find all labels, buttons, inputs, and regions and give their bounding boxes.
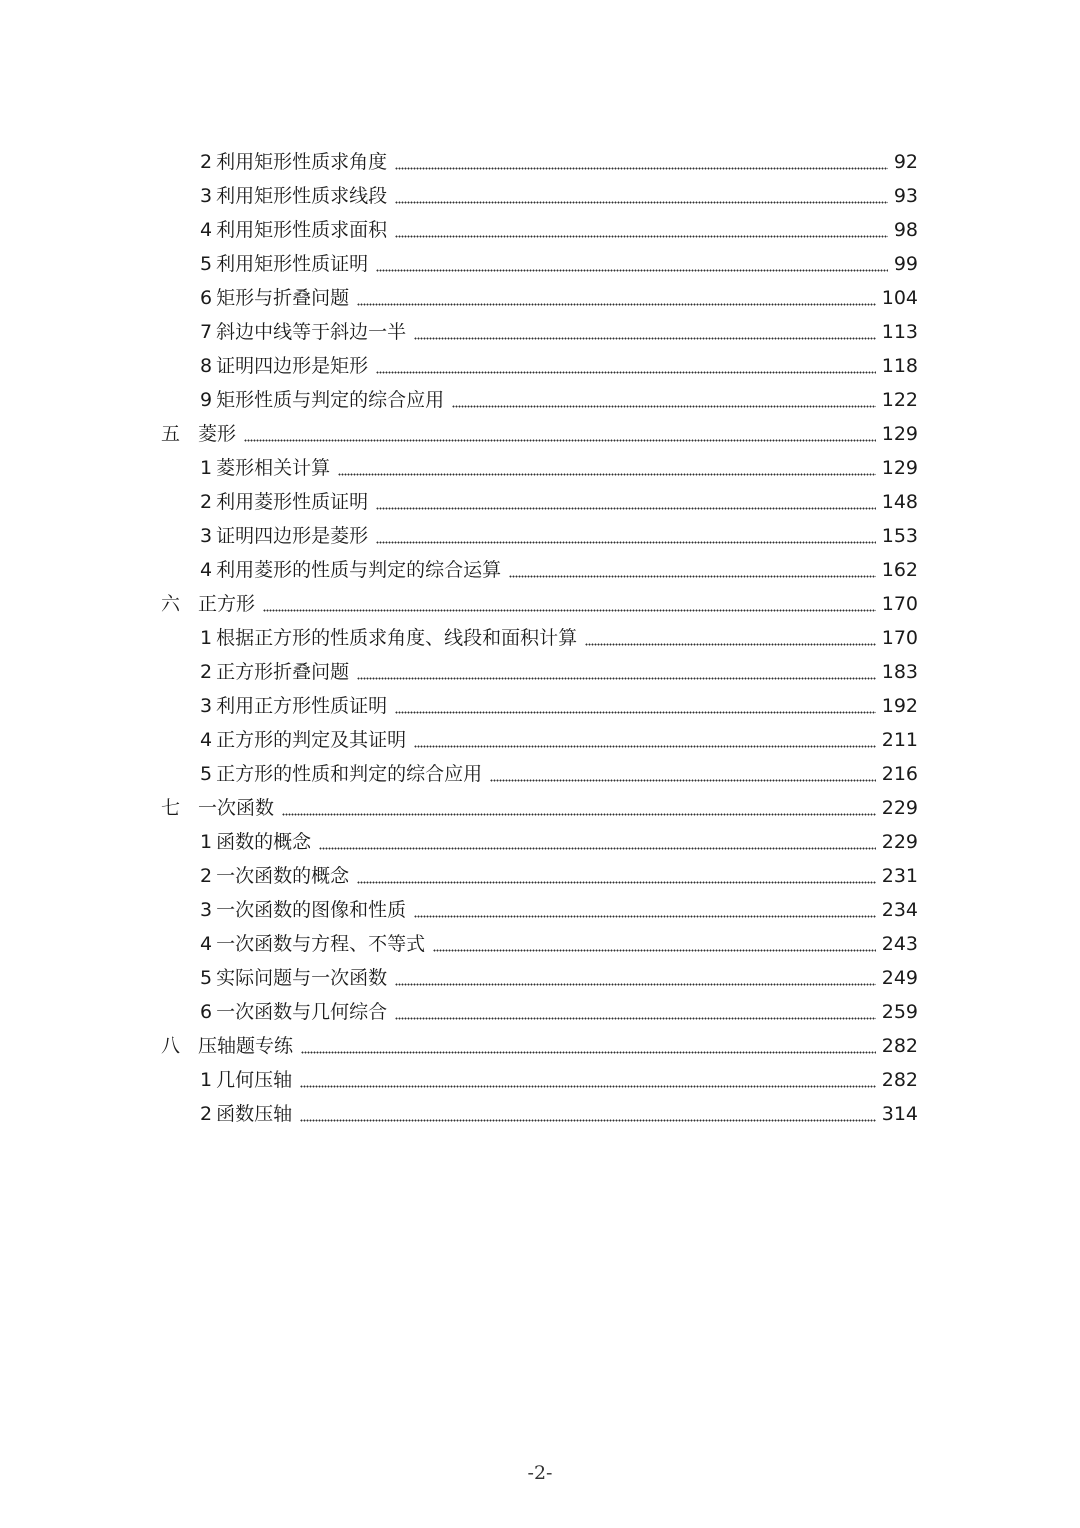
toc-dot-leader	[376, 485, 876, 519]
toc-entry-title: 根据正方形的性质求角度、线段和面积计算	[216, 627, 578, 649]
toc-entry-page-number: 92	[893, 151, 918, 173]
toc-entry-page-number: 282	[881, 1069, 918, 1091]
toc-entry-page-number: 216	[881, 763, 918, 785]
toc-entry-title: 菱形	[198, 423, 237, 445]
toc-entry-number: 2	[200, 865, 213, 887]
toc-dot-leader	[319, 825, 876, 859]
toc-entry-page-number: 314	[881, 1103, 918, 1125]
toc-entry-title: 一次函数的图像和性质	[216, 899, 407, 921]
toc-section-entry[interactable]	[200, 553, 918, 587]
toc-entry-number: 3	[200, 185, 213, 207]
toc-section-entry[interactable]	[200, 179, 918, 213]
toc-dot-leader	[395, 961, 876, 995]
toc-entry-number: 1	[200, 627, 213, 649]
toc-section-entry[interactable]	[200, 349, 918, 383]
toc-entry-title: 证明四边形是菱形	[216, 525, 369, 547]
toc-entry-title: 一次函数的概念	[216, 865, 350, 887]
toc-entry-page-number: 162	[881, 559, 918, 581]
toc-entry-page-number: 113	[881, 321, 918, 343]
toc-entry-number: 八	[161, 1035, 181, 1057]
toc-entry-number: 7	[200, 321, 213, 343]
toc-dot-leader	[585, 621, 876, 655]
toc-dot-leader	[452, 383, 876, 417]
toc-entry-page-number: 129	[881, 457, 918, 479]
toc-entry-title: 一次函数	[198, 797, 275, 819]
toc-entry-page-number: 229	[881, 831, 918, 853]
toc-entry-number: 3	[200, 695, 213, 717]
toc-entry-page-number: 259	[881, 1001, 918, 1023]
toc-section-entry[interactable]	[200, 961, 918, 995]
toc-entry-page-number: 234	[881, 899, 918, 921]
toc-section-entry[interactable]	[200, 893, 918, 927]
toc-section-entry[interactable]	[200, 1063, 918, 1097]
toc-entry-number: 5	[200, 763, 213, 785]
toc-section-entry[interactable]	[200, 247, 918, 281]
toc-dot-leader	[244, 417, 876, 451]
toc-section-entry[interactable]	[200, 383, 918, 417]
toc-entry-page-number: 231	[881, 865, 918, 887]
toc-section-entry[interactable]	[200, 451, 918, 485]
toc-entry-number: 五	[161, 423, 181, 445]
toc-entry-number: 3	[200, 525, 213, 547]
toc-entry-title: 利用正方形性质证明	[216, 695, 388, 717]
toc-dot-leader	[282, 791, 876, 825]
toc-entry-number: 9	[200, 389, 213, 411]
toc-dot-leader	[357, 859, 876, 893]
toc-entry-title: 一次函数与几何综合	[216, 1001, 388, 1023]
toc-entry-page-number: 129	[881, 423, 918, 445]
toc-section-entry[interactable]	[200, 757, 918, 791]
toc-section-entry[interactable]	[200, 689, 918, 723]
toc-entry-page-number: 98	[893, 219, 918, 241]
toc-section-entry[interactable]	[200, 519, 918, 553]
toc-entry-title: 函数压轴	[216, 1103, 293, 1125]
toc-entry-page-number: 118	[881, 355, 918, 377]
toc-section-entry[interactable]	[200, 1097, 918, 1131]
toc-entry-number: 6	[200, 1001, 213, 1023]
toc-entry-title: 利用矩形性质证明	[216, 253, 369, 275]
toc-entry-title: 证明四边形是矩形	[216, 355, 369, 377]
toc-entry-number: 4	[200, 219, 213, 241]
toc-dot-leader	[300, 1063, 876, 1097]
toc-dot-leader	[301, 1029, 876, 1063]
toc-entry-page-number: 192	[881, 695, 918, 717]
toc-section-entry[interactable]	[200, 723, 918, 757]
toc-dot-leader	[395, 179, 888, 213]
toc-entry-number: 3	[200, 899, 213, 921]
toc-entry-number: 4	[200, 729, 213, 751]
toc-entry-title: 利用矩形性质求线段	[216, 185, 388, 207]
toc-entry-page-number: 243	[881, 933, 918, 955]
toc-entry-page-number: 153	[881, 525, 918, 547]
toc-entry-page-number: 93	[893, 185, 918, 207]
toc-dot-leader	[414, 723, 876, 757]
toc-section-entry[interactable]	[200, 315, 918, 349]
toc-dot-leader	[395, 995, 876, 1029]
toc-entry-title: 利用矩形性质求角度	[216, 151, 388, 173]
toc-dot-leader	[263, 587, 876, 621]
toc-dot-leader	[376, 349, 876, 383]
toc-entry-title: 几何压轴	[216, 1069, 293, 1091]
toc-entry-title: 矩形性质与判定的综合应用	[216, 389, 445, 411]
toc-dot-leader	[357, 655, 876, 689]
toc-entry-number: 8	[200, 355, 213, 377]
toc-entry-title: 矩形与折叠问题	[216, 287, 350, 309]
toc-entry-title: 一次函数与方程、不等式	[216, 933, 426, 955]
toc-dot-leader	[395, 145, 888, 179]
toc-section-entry[interactable]	[200, 213, 918, 247]
toc-section-entry[interactable]	[200, 995, 918, 1029]
toc-entry-number: 1	[200, 831, 213, 853]
toc-entry-title: 函数的概念	[216, 831, 312, 853]
toc-section-entry[interactable]	[200, 859, 918, 893]
toc-entry-title: 利用菱形性质证明	[216, 491, 369, 513]
toc-section-entry[interactable]	[200, 621, 918, 655]
toc-entry-page-number: 229	[881, 797, 918, 819]
toc-entry-page-number: 170	[881, 627, 918, 649]
toc-entry-page-number: 170	[881, 593, 918, 615]
toc-section-entry[interactable]	[200, 281, 918, 315]
toc-entry-page-number: 104	[881, 287, 918, 309]
toc-section-entry[interactable]	[200, 145, 918, 179]
toc-dot-leader	[490, 757, 876, 791]
toc-chapter-entry[interactable]	[161, 417, 918, 451]
toc-entry-number: 1	[200, 457, 213, 479]
toc-entry-number: 5	[200, 967, 213, 989]
toc-entry-title: 利用菱形的性质与判定的综合运算	[216, 559, 502, 581]
toc-entry-number: 六	[161, 593, 181, 615]
toc-dot-leader	[300, 1097, 876, 1131]
toc-entry-page-number: 211	[881, 729, 918, 751]
toc-dot-leader	[414, 315, 876, 349]
toc-entry-number: 2	[200, 1103, 213, 1125]
toc-entry-page-number: 282	[881, 1035, 918, 1057]
toc-chapter-entry[interactable]	[161, 791, 918, 825]
toc-entry-title: 正方形的判定及其证明	[216, 729, 407, 751]
toc-section-entry[interactable]	[200, 485, 918, 519]
toc-entry-page-number: 99	[893, 253, 918, 275]
toc-entry-title: 正方形折叠问题	[216, 661, 350, 683]
toc-entry-number: 2	[200, 661, 213, 683]
toc-entry-title: 斜边中线等于斜边一半	[216, 321, 407, 343]
toc-entry-number: 4	[200, 559, 213, 581]
toc-dot-leader	[395, 689, 876, 723]
toc-section-entry[interactable]	[200, 927, 918, 961]
toc-entry-title: 正方形	[198, 593, 256, 615]
toc-entry-number: 6	[200, 287, 213, 309]
toc-chapter-entry[interactable]	[161, 587, 918, 621]
toc-entry-page-number: 148	[881, 491, 918, 513]
toc-entry-title: 正方形的性质和判定的综合应用	[216, 763, 483, 785]
toc-entry-title: 实际问题与一次函数	[216, 967, 388, 989]
page-number: -2-	[527, 1462, 553, 1484]
toc-dot-leader	[376, 519, 876, 553]
toc-entry-number: 七	[161, 797, 181, 819]
toc-entry-title: 利用矩形性质求面积	[216, 219, 388, 241]
toc-entry-number: 4	[200, 933, 213, 955]
toc-entry-page-number: 183	[881, 661, 918, 683]
toc-entry-number: 2	[200, 151, 213, 173]
toc-dot-leader	[433, 927, 876, 961]
toc-dot-leader	[338, 451, 876, 485]
toc-entry-page-number: 122	[881, 389, 918, 411]
toc-entry-number: 2	[200, 491, 213, 513]
toc-entry-page-number: 249	[881, 967, 918, 989]
toc-entry-number: 1	[200, 1069, 213, 1091]
toc-entry-title: 压轴题专练	[198, 1035, 294, 1057]
toc-section-entry[interactable]	[200, 655, 918, 689]
toc-dot-leader	[376, 247, 888, 281]
toc-dot-leader	[509, 553, 876, 587]
toc-entry-number: 5	[200, 253, 213, 275]
toc-chapter-entry[interactable]	[161, 1029, 918, 1063]
toc-dot-leader	[357, 281, 876, 315]
toc-entry-title: 菱形相关计算	[216, 457, 331, 479]
toc-section-entry[interactable]	[200, 825, 918, 859]
toc-dot-leader	[414, 893, 876, 927]
toc-dot-leader	[395, 213, 888, 247]
